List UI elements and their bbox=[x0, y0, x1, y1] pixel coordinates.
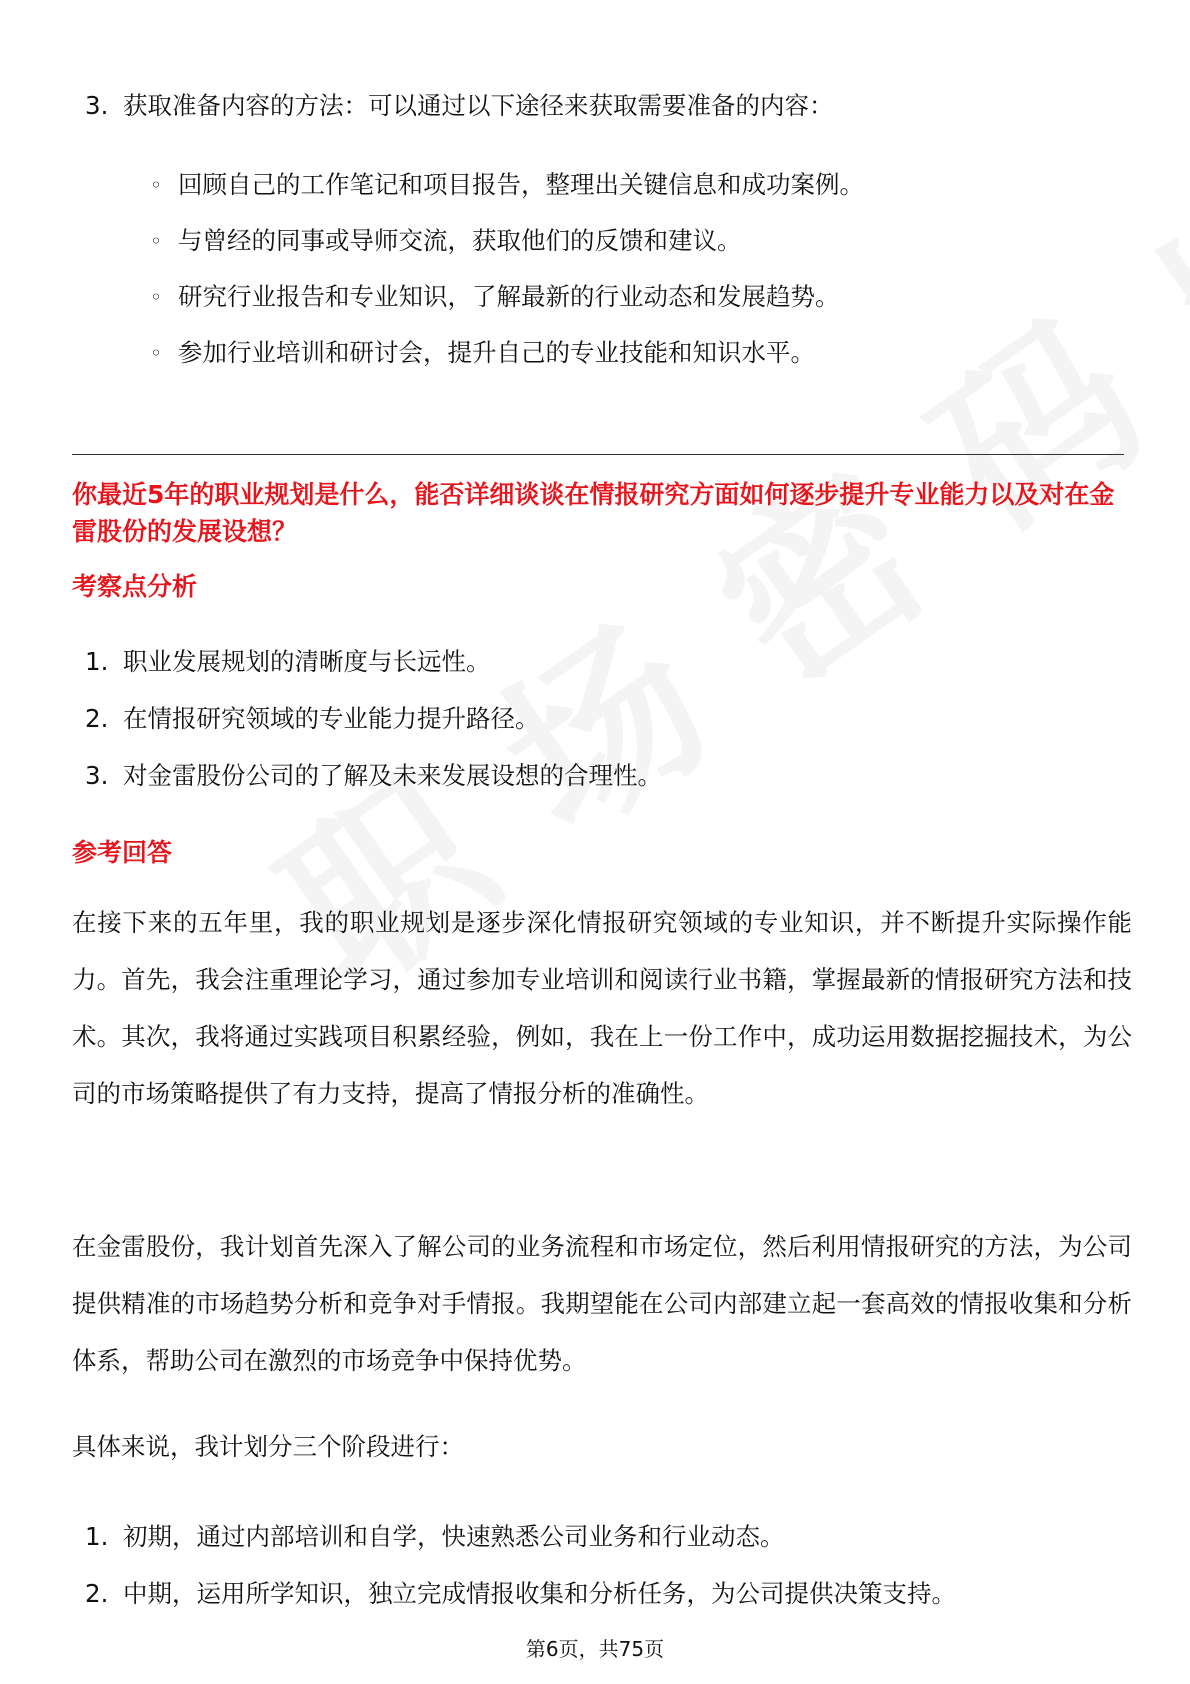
analysis-item bbox=[85, 645, 491, 679]
analysis-heading: 考察点分析 bbox=[72, 572, 198, 601]
bullet-icon: ◦ bbox=[150, 173, 162, 197]
section-divider bbox=[72, 454, 1124, 455]
interview-question: 你最近5年的职业规划是什么，能否详细谈谈在情报研究方面如何逐步提升专业能力以及对在金雷股份的发展设想？ bbox=[72, 480, 1115, 546]
list-text: 初期，通过内部培训和自学，快速熟悉公司业务和行业动态。 bbox=[123, 1522, 785, 1551]
bullet-icon: ◦ bbox=[150, 341, 162, 365]
answer-heading: 参考回答 bbox=[72, 838, 173, 867]
list-text: 在情报研究领域的专业能力提升路径。 bbox=[123, 704, 540, 733]
list-number: 1. bbox=[85, 647, 109, 676]
list-text: 对金雷股份公司的了解及未来发展设想的合理性。 bbox=[123, 761, 662, 790]
list-text: 中期，运用所学知识，独立完成情报收集和分析任务，为公司提供决策支持。 bbox=[123, 1579, 956, 1608]
list-item-3 bbox=[85, 89, 834, 123]
bullet-text: 研究行业报告和专业知识，了解最新的行业动态和发展趋势。 bbox=[178, 282, 840, 311]
list-text: 获取准备内容的方法：可以通过以下途径来获取需要准备的内容： bbox=[123, 91, 834, 120]
bullet-item bbox=[150, 224, 742, 258]
list-number: 1. bbox=[85, 1522, 109, 1551]
bullet-icon: ◦ bbox=[150, 285, 162, 309]
answer-paragraph: 在接下来的五年里，我的职业规划是逐步深化情报研究领域的专业知识，并不断提升实际操作能力。首先，我会注重理论学习，通过参加专业培训和阅读行业书籍，掌握最新的情报研究方法和技术。其次，我将通过实践项目积累经验，例如，我在上一份工作中，成功运用数据挖掘技术，为公司的市场策略提供了有力支持，提高了情报分析的准确性。 bbox=[72, 908, 1132, 1108]
page-number: 第6页，共75页 bbox=[525, 1637, 665, 1661]
list-number: 2. bbox=[85, 704, 109, 733]
analysis-item bbox=[85, 702, 540, 736]
list-text: 职业发展规划的清晰度与长远性。 bbox=[123, 647, 491, 676]
stage-item bbox=[85, 1577, 956, 1611]
answer-paragraph: 在金雷股份，我计划首先深入了解公司的业务流程和市场定位，然后利用情报研究的方法，为公司提供精准的市场趋势分析和竞争对手情报。我期望能在公司内部建立起一套高效的情报收集和分析体系，帮助公司在激烈的市场竞争中保持优势。 bbox=[72, 1232, 1132, 1375]
stage-item bbox=[85, 1520, 785, 1554]
bullet-item bbox=[150, 168, 864, 202]
list-number: 3. bbox=[85, 91, 109, 120]
bullet-text: 与曾经的同事或导师交流，获取他们的反馈和建议。 bbox=[178, 226, 742, 255]
bullet-text: 回顾自己的工作笔记和项目报告，整理出关键信息和成功案例。 bbox=[178, 170, 864, 199]
bullet-item bbox=[150, 280, 840, 314]
list-number: 3. bbox=[85, 761, 109, 790]
answer-paragraph: 具体来说，我计划分三个阶段进行： bbox=[72, 1432, 464, 1461]
bullet-text: 参加行业培训和研讨会，提升自己的专业技能和知识水平。 bbox=[178, 338, 815, 367]
analysis-item bbox=[85, 759, 662, 793]
list-number: 2. bbox=[85, 1579, 109, 1608]
bullet-item bbox=[150, 336, 815, 370]
bullet-icon: ◦ bbox=[150, 229, 162, 253]
